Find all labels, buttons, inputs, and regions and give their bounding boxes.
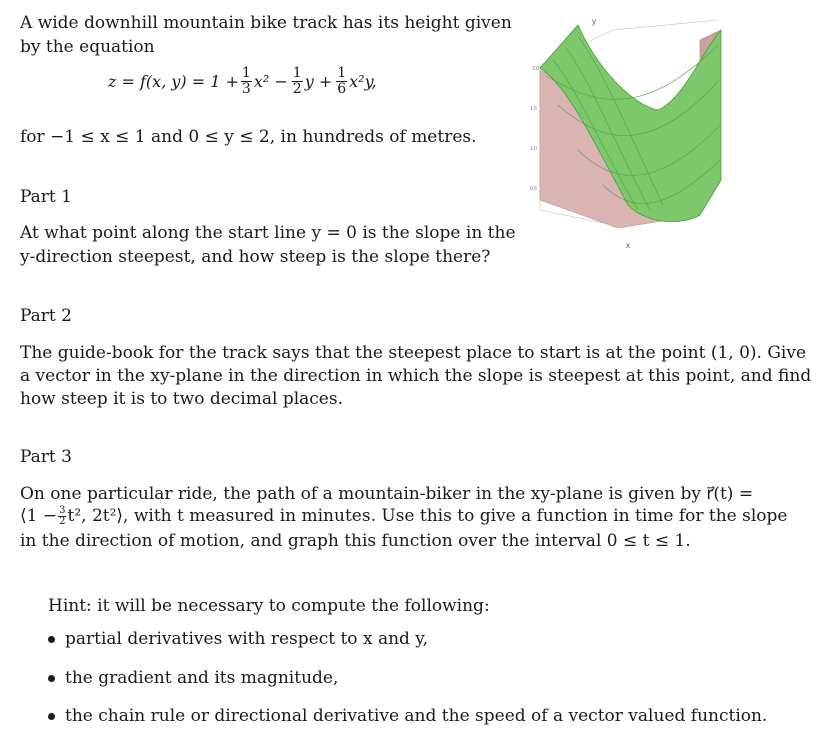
part1-line-1: At what point along the start line y = 0 is the slope in the bbox=[20, 223, 516, 243]
domain-line: for −1 ≤ x ≤ 1 and 0 ≤ y ≤ 2, in hundreds of metres. bbox=[20, 127, 477, 147]
eq-frac-1: $\frac{1}{3}$ bbox=[241, 65, 251, 97]
eq-frac-2: $\frac{1}{2}$ bbox=[292, 65, 302, 97]
z-tick-label: 0.5 bbox=[530, 186, 537, 192]
hint-item-1: partial derivatives with respect to x and y, bbox=[48, 628, 428, 650]
hint-item-2: the gradient and its magnitude, bbox=[48, 667, 338, 689]
part1-line-2: y-direction steepest, and how steep is the slope there? bbox=[20, 247, 491, 267]
height-equation bbox=[108, 66, 377, 97]
part2-line-2: a vector in the xy-plane in the direction in which the slope is steepest at this point, and find bbox=[20, 366, 812, 386]
intro-line-1: A wide downhill mountain bike track has its height given bbox=[20, 13, 512, 33]
x-axis-label: x bbox=[626, 241, 630, 250]
bullet-icon bbox=[48, 675, 55, 682]
eq-lhs: z = f(x, y) = 1 + bbox=[108, 72, 239, 91]
hint-item-3: the chain rule or directional derivative and the speed of a vector valued function. bbox=[48, 705, 767, 727]
z-tick-label: 1.5 bbox=[530, 106, 537, 112]
eq-term-2: y + bbox=[304, 72, 333, 91]
eq-frac-3: $\frac{1}{6}$ bbox=[337, 65, 347, 97]
part3-frac: $\frac{3}{2}$ bbox=[59, 504, 66, 527]
eq-term-1: x² − bbox=[253, 72, 288, 91]
part3-line-2: ⟨1 − $\frac{3}{2}$ t², 2t²⟩, with t measured in minutes. Use this to give a function in time for the slope bbox=[20, 504, 788, 527]
part2-line-1: The guide-book for the track says that the steepest place to start is at the point (1, 0). Give bbox=[20, 343, 807, 363]
part3-heading: Part 3 bbox=[20, 447, 72, 467]
z-tick-label: 1.0 bbox=[530, 146, 537, 152]
part3-line-1: On one particular ride, the path of a mountain-biker in the xy-plane is given by r⃗(t) = bbox=[20, 484, 754, 504]
hint-intro: Hint: it will be necessary to compute the following: bbox=[48, 596, 490, 616]
part2-line-3: how steep it is to two decimal places. bbox=[20, 389, 343, 409]
bullet-icon bbox=[48, 713, 55, 720]
part2-heading: Part 2 bbox=[20, 306, 72, 326]
z-ticks bbox=[530, 66, 539, 192]
surface-plot bbox=[518, 10, 723, 270]
part1-heading: Part 1 bbox=[20, 187, 72, 207]
part3-line-3: in the direction of motion, and graph this function over the interval 0 ≤ t ≤ 1. bbox=[20, 531, 691, 551]
z-tick-label: 2.0 bbox=[532, 66, 539, 72]
intro-line-2: by the equation bbox=[20, 37, 155, 57]
eq-term-3: x²y, bbox=[349, 72, 377, 91]
y-axis-label: y bbox=[592, 17, 596, 26]
bullet-icon bbox=[48, 636, 55, 643]
